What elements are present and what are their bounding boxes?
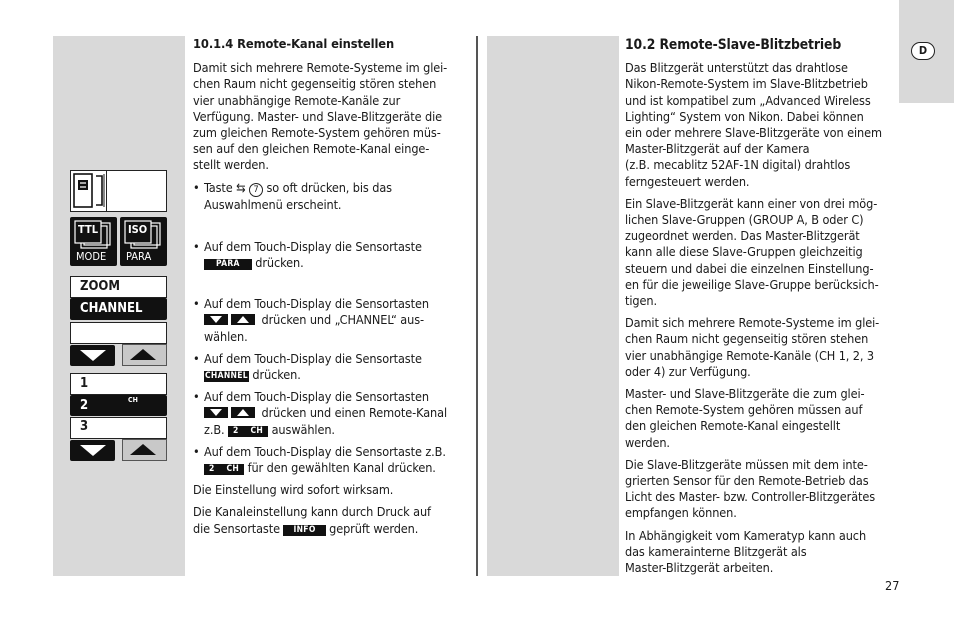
up-arrow-icon-2	[130, 444, 156, 455]
para-label: PARA	[126, 250, 152, 263]
mode-label: MODE	[76, 250, 107, 263]
line: ferngesteuert werden.	[625, 173, 750, 189]
step-1	[193, 180, 473, 213]
step-5	[193, 389, 473, 438]
up-key-icon	[231, 314, 255, 325]
line: grierten Sensor für den Remote-Betrieb das	[625, 473, 869, 489]
line: lichen Slave-Gruppen (GROUP A, B oder C)	[625, 212, 864, 228]
line: werden.	[625, 434, 670, 450]
line: und ist kompatibel zum „Advanced Wireless	[625, 92, 871, 108]
menu-item-zoom-label: ZOOM	[80, 279, 121, 294]
paragraph-6	[625, 528, 900, 577]
line: Lighting“ System von Nikon. Dabei können	[625, 108, 864, 124]
text: Auf dem Touch-Display die Sensortaste z.B.	[204, 443, 446, 459]
right-illustration-column	[487, 36, 619, 576]
swap-key-icon: ⇆	[236, 179, 246, 195]
line: Nikon-Remote-System im Slave-Blitzbetrieb	[625, 76, 868, 92]
down-key-icon	[204, 407, 228, 418]
outro-1: Die Einstellung wird sofort wirksam.	[193, 482, 394, 498]
outro-2	[193, 504, 473, 536]
text: drücken und „CHANNEL“ aus-	[258, 312, 424, 328]
channel-2-key: 2 CH	[204, 464, 244, 475]
line: vier unabhängige Remote-Kanäle zur	[193, 92, 401, 108]
line: chen Raum nicht gegenseitig stören stehen	[193, 76, 437, 92]
iso-label: ISO	[128, 223, 148, 236]
channel-item-3-label: 3	[80, 419, 89, 434]
line: stellt werden.	[193, 157, 269, 173]
line: vier unabhängige Remote-Kanäle (CH 1, 2, 3	[625, 347, 875, 363]
line: zum gleichen Remote-System gehören müs-	[193, 125, 441, 141]
down-key-icon	[204, 314, 228, 325]
ttl-label: TTL	[78, 223, 99, 236]
text: Die Kanaleinstellung kann durch Druck auf	[193, 504, 431, 520]
line: empfangen können.	[625, 505, 737, 521]
text: wählen.	[204, 328, 248, 344]
line: Licht des Master- bzw. Controller-Blitzgerätes	[625, 489, 876, 505]
line: Damit sich mehrere Remote-Systeme im glei-	[625, 315, 880, 331]
text: Auswahlmenü erscheint.	[204, 196, 342, 212]
line: chen Raum nicht gegenseitig stören stehen	[625, 331, 869, 347]
channel-item-2-ch: CH	[128, 396, 138, 404]
line: Verfügung. Master- und Slave-Blitzgeräte die	[193, 108, 442, 124]
step-4	[193, 351, 473, 383]
channel-sensor-key: CHANNEL	[205, 371, 248, 382]
channel-item-2-label: 2	[80, 398, 89, 413]
iso-para-button[interactable]	[120, 217, 167, 266]
line: Damit sich mehrere Remote-Systeme im glei-	[193, 60, 448, 76]
text: drücken.	[251, 255, 304, 271]
step-3	[193, 296, 473, 345]
flash-remote-icon	[72, 172, 106, 209]
text: z.B.	[204, 421, 229, 437]
ttl-mode-button[interactable]	[70, 217, 117, 266]
key-number-circle: 7	[249, 183, 263, 197]
text: Auf dem Touch-Display die Sensortasten	[204, 296, 429, 312]
channel-item-1-label: 1	[80, 376, 89, 391]
text: für den gewählten Kanal drücken.	[244, 460, 436, 476]
down-arrow-icon-2	[80, 445, 106, 456]
line: sen auf den gleichen Remote-Kanal einge-	[193, 141, 430, 157]
line: Das Blitzgerät unterstützt das drahtlose	[625, 60, 848, 76]
text: so oft drücken, bis das	[263, 179, 392, 195]
info-sensor-key: INFO	[283, 525, 325, 536]
text: die Sensortaste	[193, 520, 284, 536]
column-divider	[476, 36, 478, 576]
page-number: 27	[885, 578, 900, 593]
menu-item-empty[interactable]	[70, 322, 167, 344]
line: en für die jeweilige Slave-Gruppe berücksich-	[625, 276, 879, 292]
up-key-icon	[231, 407, 255, 418]
paragraph-1	[625, 60, 900, 190]
line: das kamerainterne Blitzgerät als	[625, 543, 807, 559]
para-sensor-key: PARA	[204, 259, 252, 270]
paragraph-5	[625, 457, 900, 522]
step-6	[193, 444, 473, 476]
language-badge: D	[911, 42, 935, 60]
line: Master-Blitzgerät arbeiten.	[625, 560, 774, 576]
line: ein oder mehrere Slave-Blitzgeräte von einem	[625, 125, 882, 141]
line: kann alle diese Slave-Gruppen gleichzeitig	[625, 244, 863, 260]
line: Die Slave-Blitzgeräte müssen mit dem inte-	[625, 456, 868, 472]
paragraph-3	[625, 315, 900, 380]
text: auswählen.	[268, 421, 335, 437]
line: tigen.	[625, 293, 657, 309]
text: Auf dem Touch-Display die Sensortasten	[204, 389, 429, 405]
paragraph-2	[625, 196, 900, 309]
section-heading-right: 10.2 Remote-Slave-Blitzbetrieb	[625, 37, 842, 53]
down-arrow-icon	[80, 350, 106, 361]
line: Master-Blitzgerät auf der Kamera	[625, 141, 810, 157]
line: Master- und Slave-Blitzgeräte die zum glei-	[625, 386, 865, 402]
up-arrow-icon	[130, 349, 156, 360]
line: chen Remote-System gehören müssen auf	[625, 402, 863, 418]
line: Ein Slave-Blitzgerät kann einer von drei mög-	[625, 195, 878, 211]
intro-paragraph	[193, 60, 473, 173]
line: (z.B. mecablitz 52AF-1N digital) drahtlos	[625, 157, 851, 173]
line: zugeordnet werden. Das Master-Blitzgerät	[625, 228, 860, 244]
line: steuern und dabei die einzelnen Einstellung-	[625, 260, 874, 276]
line: In Abhängigkeit vom Kameratyp kann auch	[625, 527, 867, 543]
text: Taste	[204, 179, 237, 195]
text: drücken und einen Remote-Kanal	[258, 405, 448, 421]
channel-2-key: 2 CH	[228, 426, 268, 437]
right-text-column	[625, 37, 900, 582]
menu-item-channel-label: CHANNEL	[80, 301, 143, 316]
text: Auf dem Touch-Display die Sensortaste	[204, 350, 422, 366]
text: drücken.	[248, 367, 301, 383]
paragraph-4	[625, 386, 900, 451]
section-heading-left: 10.1.4 Remote-Kanal einstellen	[193, 37, 395, 52]
line: den gleichen Remote-Kanal eingestellt	[625, 418, 841, 434]
flash-icon-divider	[106, 170, 107, 212]
line: oder 4) zur Verfügung.	[625, 363, 751, 379]
text: Auf dem Touch-Display die Sensortaste	[204, 238, 422, 254]
step-2	[193, 239, 473, 271]
text: geprüft werden.	[325, 520, 419, 536]
left-text-column	[193, 37, 473, 543]
